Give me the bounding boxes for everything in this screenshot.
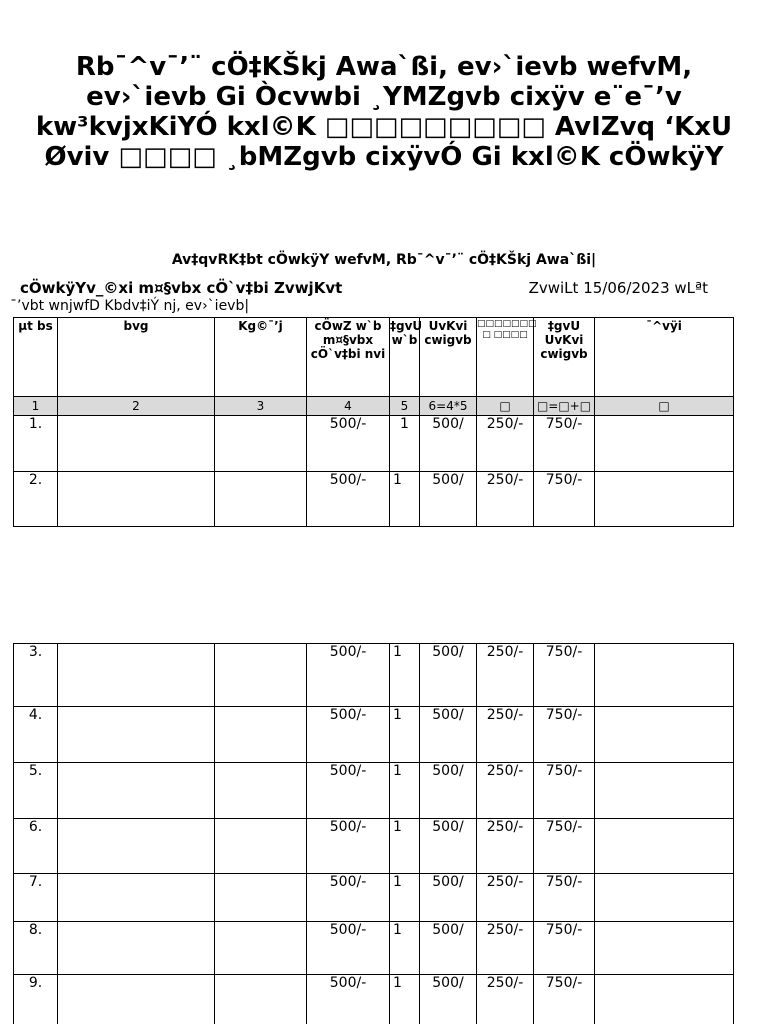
cell-extra: 250/- <box>477 644 534 707</box>
cell-days: 1 <box>390 707 420 763</box>
cell-serial: 9. <box>14 975 58 1024</box>
cell-amount: 500/ <box>420 819 477 874</box>
cell-rate: 500/- <box>307 874 390 922</box>
cell-workplace[interactable] <box>215 874 307 922</box>
cell-amount: 500/ <box>420 922 477 975</box>
table-row <box>14 819 734 874</box>
cell-total: 750/- <box>534 819 595 874</box>
cell-rate: 500/- <box>307 819 390 874</box>
cell-extra: 250/- <box>477 874 534 922</box>
cell-amount: 500/ <box>420 644 477 707</box>
cell-rate: 500/- <box>307 644 390 707</box>
cell-total: 750/- <box>534 763 595 819</box>
cell-total: 750/- <box>534 707 595 763</box>
cell-amount: 500/ <box>420 416 477 472</box>
cell-name[interactable] <box>58 416 215 472</box>
cell-serial: 4. <box>14 707 58 763</box>
cell-signature[interactable] <box>595 707 734 763</box>
cell-signature[interactable] <box>595 922 734 975</box>
cell-total: 750/- <box>534 644 595 707</box>
cell-days: 1 <box>390 763 420 819</box>
table-row <box>14 472 734 527</box>
col-header-name: bvg <box>58 318 215 397</box>
cell-name[interactable] <box>58 922 215 975</box>
col-header-extra: □□□□□□□ □ □□□□ <box>477 318 534 397</box>
cell-days: 1 <box>390 472 420 527</box>
cell-extra: 250/- <box>477 416 534 472</box>
cell-days: 1 <box>390 922 420 975</box>
honorarium-table-page-2 <box>13 643 734 1024</box>
cell-name[interactable] <box>58 874 215 922</box>
cell-rate: 500/- <box>307 922 390 975</box>
cell-extra: 250/- <box>477 922 534 975</box>
organizer-line: Av‡qvRK‡bt cÖwkÿY wefvM, Rb¯^v¯’¨ cÖ‡KŠkj Awa`ßi| <box>171 252 597 268</box>
cell-name[interactable] <box>58 644 215 707</box>
cell-serial: 6. <box>14 819 58 874</box>
document-title: Rb¯^v¯’¨ cÖ‡KŠkj Awa`ßi, ev›`ievb wefvM, ev›`ievb Gi Òcvwbi ¸YMZgvb cixÿv e¨e¯’v kw³kvjxKiYÓ kxl©K □□□□□□□□□ AvIZvq ‘KxU Øviv □□□□ ¸bMZgvb cixÿvÓ Gi kxl©K cÖwkÿY <box>35 52 733 172</box>
cell-signature[interactable] <box>595 472 734 527</box>
cell-workplace[interactable] <box>215 644 307 707</box>
cell-name[interactable] <box>58 472 215 527</box>
cell-workplace[interactable] <box>215 416 307 472</box>
cell-serial: 7. <box>14 874 58 922</box>
index-cell: 2 <box>58 397 215 416</box>
cell-days: 1 <box>390 975 420 1024</box>
cell-extra: 250/- <box>477 819 534 874</box>
cell-signature[interactable] <box>595 644 734 707</box>
col-header-rate: cÖwZ w`b m¤§vbx cÖ`v‡bi nvi <box>307 318 390 397</box>
index-cell: 1 <box>14 397 58 416</box>
cell-amount: 500/ <box>420 874 477 922</box>
cell-serial: 5. <box>14 763 58 819</box>
cell-workplace[interactable] <box>215 922 307 975</box>
col-header-days: ‡gvU w`b <box>390 318 420 397</box>
cell-workplace[interactable] <box>215 472 307 527</box>
cell-rate: 500/- <box>307 472 390 527</box>
cell-name[interactable] <box>58 763 215 819</box>
cell-workplace[interactable] <box>215 975 307 1024</box>
cell-serial: 3. <box>14 644 58 707</box>
venue-line: ¯’vbt wnjwfD Kbdv‡iÝ nj, ev›`ievb| <box>10 298 250 314</box>
col-header-amount: UvKvi cwigvb <box>420 318 477 397</box>
index-cell: 4 <box>307 397 390 416</box>
cell-workplace[interactable] <box>215 819 307 874</box>
cell-days: 1 <box>390 644 420 707</box>
col-header-serial: µt bs <box>14 318 58 397</box>
cell-name[interactable] <box>58 975 215 1024</box>
cell-extra: 250/- <box>477 707 534 763</box>
cell-serial: 2. <box>14 472 58 527</box>
table-row <box>14 975 734 1024</box>
index-cell: □=□+□ <box>534 397 595 416</box>
cell-rate: 500/- <box>307 975 390 1024</box>
cell-signature[interactable] <box>595 416 734 472</box>
cell-total: 750/- <box>534 874 595 922</box>
cell-total: 750/- <box>534 922 595 975</box>
cell-amount: 500/ <box>420 472 477 527</box>
honorarium-table-page-1 <box>13 317 734 527</box>
col-header-signature: ¯^vÿi <box>595 318 734 397</box>
cell-rate: 500/- <box>307 707 390 763</box>
cell-total: 750/- <box>534 472 595 527</box>
cell-signature[interactable] <box>595 975 734 1024</box>
cell-name[interactable] <box>58 819 215 874</box>
cell-total: 750/- <box>534 975 595 1024</box>
index-cell: 3 <box>215 397 307 416</box>
table-row <box>14 874 734 922</box>
cell-name[interactable] <box>58 707 215 763</box>
list-heading: cÖwkÿYv_©xi m¤§vbx cÖ`v‡bi ZvwjKvt <box>20 279 343 297</box>
cell-amount: 500/ <box>420 975 477 1024</box>
table-header-row <box>14 318 734 397</box>
cell-workplace[interactable] <box>215 763 307 819</box>
cell-total: 750/- <box>534 416 595 472</box>
cell-extra: 250/- <box>477 975 534 1024</box>
index-cell: 6=4*5 <box>420 397 477 416</box>
cell-days: 1 <box>390 416 420 472</box>
date-line: ZvwiLt 15/06/2023 wLªt <box>528 279 708 297</box>
cell-signature[interactable] <box>595 874 734 922</box>
index-cell: □ <box>477 397 534 416</box>
cell-days: 1 <box>390 819 420 874</box>
col-header-workplace: Kg©¯’j <box>215 318 307 397</box>
cell-rate: 500/- <box>307 763 390 819</box>
col-header-total: ‡gvU UvKvi cwigvb <box>534 318 595 397</box>
cell-signature[interactable] <box>595 819 734 874</box>
index-cell: 5 <box>390 397 420 416</box>
cell-serial: 1. <box>14 416 58 472</box>
cell-workplace[interactable] <box>215 707 307 763</box>
cell-amount: 500/ <box>420 763 477 819</box>
cell-days: 1 <box>390 874 420 922</box>
table-row <box>14 922 734 975</box>
cell-signature[interactable] <box>595 763 734 819</box>
cell-amount: 500/ <box>420 707 477 763</box>
table-row <box>14 763 734 819</box>
index-cell: □ <box>595 397 734 416</box>
cell-serial: 8. <box>14 922 58 975</box>
table-row <box>14 416 734 472</box>
cell-extra: 250/- <box>477 763 534 819</box>
table-row <box>14 644 734 707</box>
column-index-row <box>14 397 734 416</box>
cell-extra: 250/- <box>477 472 534 527</box>
cell-rate: 500/- <box>307 416 390 472</box>
table-row <box>14 707 734 763</box>
